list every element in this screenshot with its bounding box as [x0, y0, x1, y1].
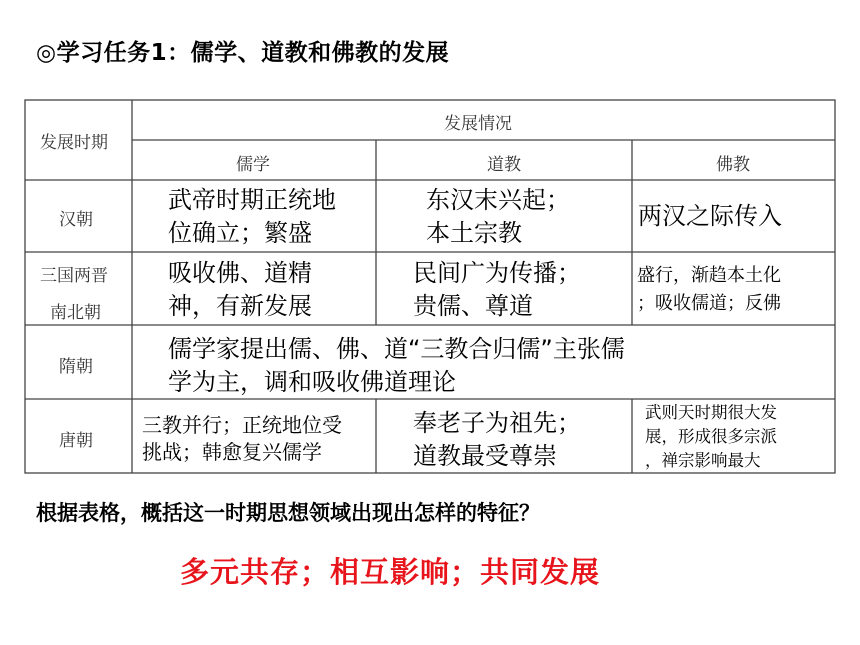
period-han: 汉朝: [59, 210, 93, 230]
column-header-confucianism: 儒学: [236, 155, 270, 175]
period-sui: 隋朝: [59, 357, 93, 377]
sui-merged-content: 儒学家提出儒、佛、道“三教合归儒”主张儒 学为主，调和吸收佛道理论: [168, 335, 625, 396]
han-confucianism: 武帝时期正统地 位确立；繁盛: [168, 186, 336, 247]
han-taoism: 东汉末兴起； 本土宗教: [426, 186, 570, 247]
header-period: 发展时期: [40, 133, 108, 153]
three-kingdoms-buddhism: 盛行，渐趋本土化 ；吸收儒道；反佛: [637, 265, 781, 314]
column-header-buddhism: 佛教: [716, 155, 750, 175]
column-header-taoism: 道教: [487, 155, 521, 175]
three-kingdoms-confucianism: 吸收佛、道精 神，有新发展: [168, 259, 312, 320]
period-three-kingdoms: 三国两晋 南北朝: [40, 266, 108, 323]
header-development: 发展情况: [444, 114, 512, 134]
question-text: 根据表格，概括这一时期思想领域出现出怎样的特征？: [36, 501, 540, 525]
answer-text: 多元共存；相互影响；共同发展: [180, 555, 601, 589]
three-kingdoms-taoism: 民间广为传播； 贵儒、尊道: [413, 259, 581, 320]
tang-confucianism: 三教并行；正统地位受 挑战；韩愈复兴儒学: [142, 413, 342, 464]
han-buddhism: 两汉之际传入: [638, 202, 782, 230]
task-title: ◎学习任务1：儒学、道教和佛教的发展: [36, 40, 450, 66]
tang-taoism: 奉老子为祖先； 道教最受尊崇: [413, 409, 581, 470]
tang-buddhism: 武则天时期很大发 展，形成很多宗派 ，禅宗影响最大: [645, 403, 777, 470]
period-tang: 唐朝: [59, 431, 93, 451]
